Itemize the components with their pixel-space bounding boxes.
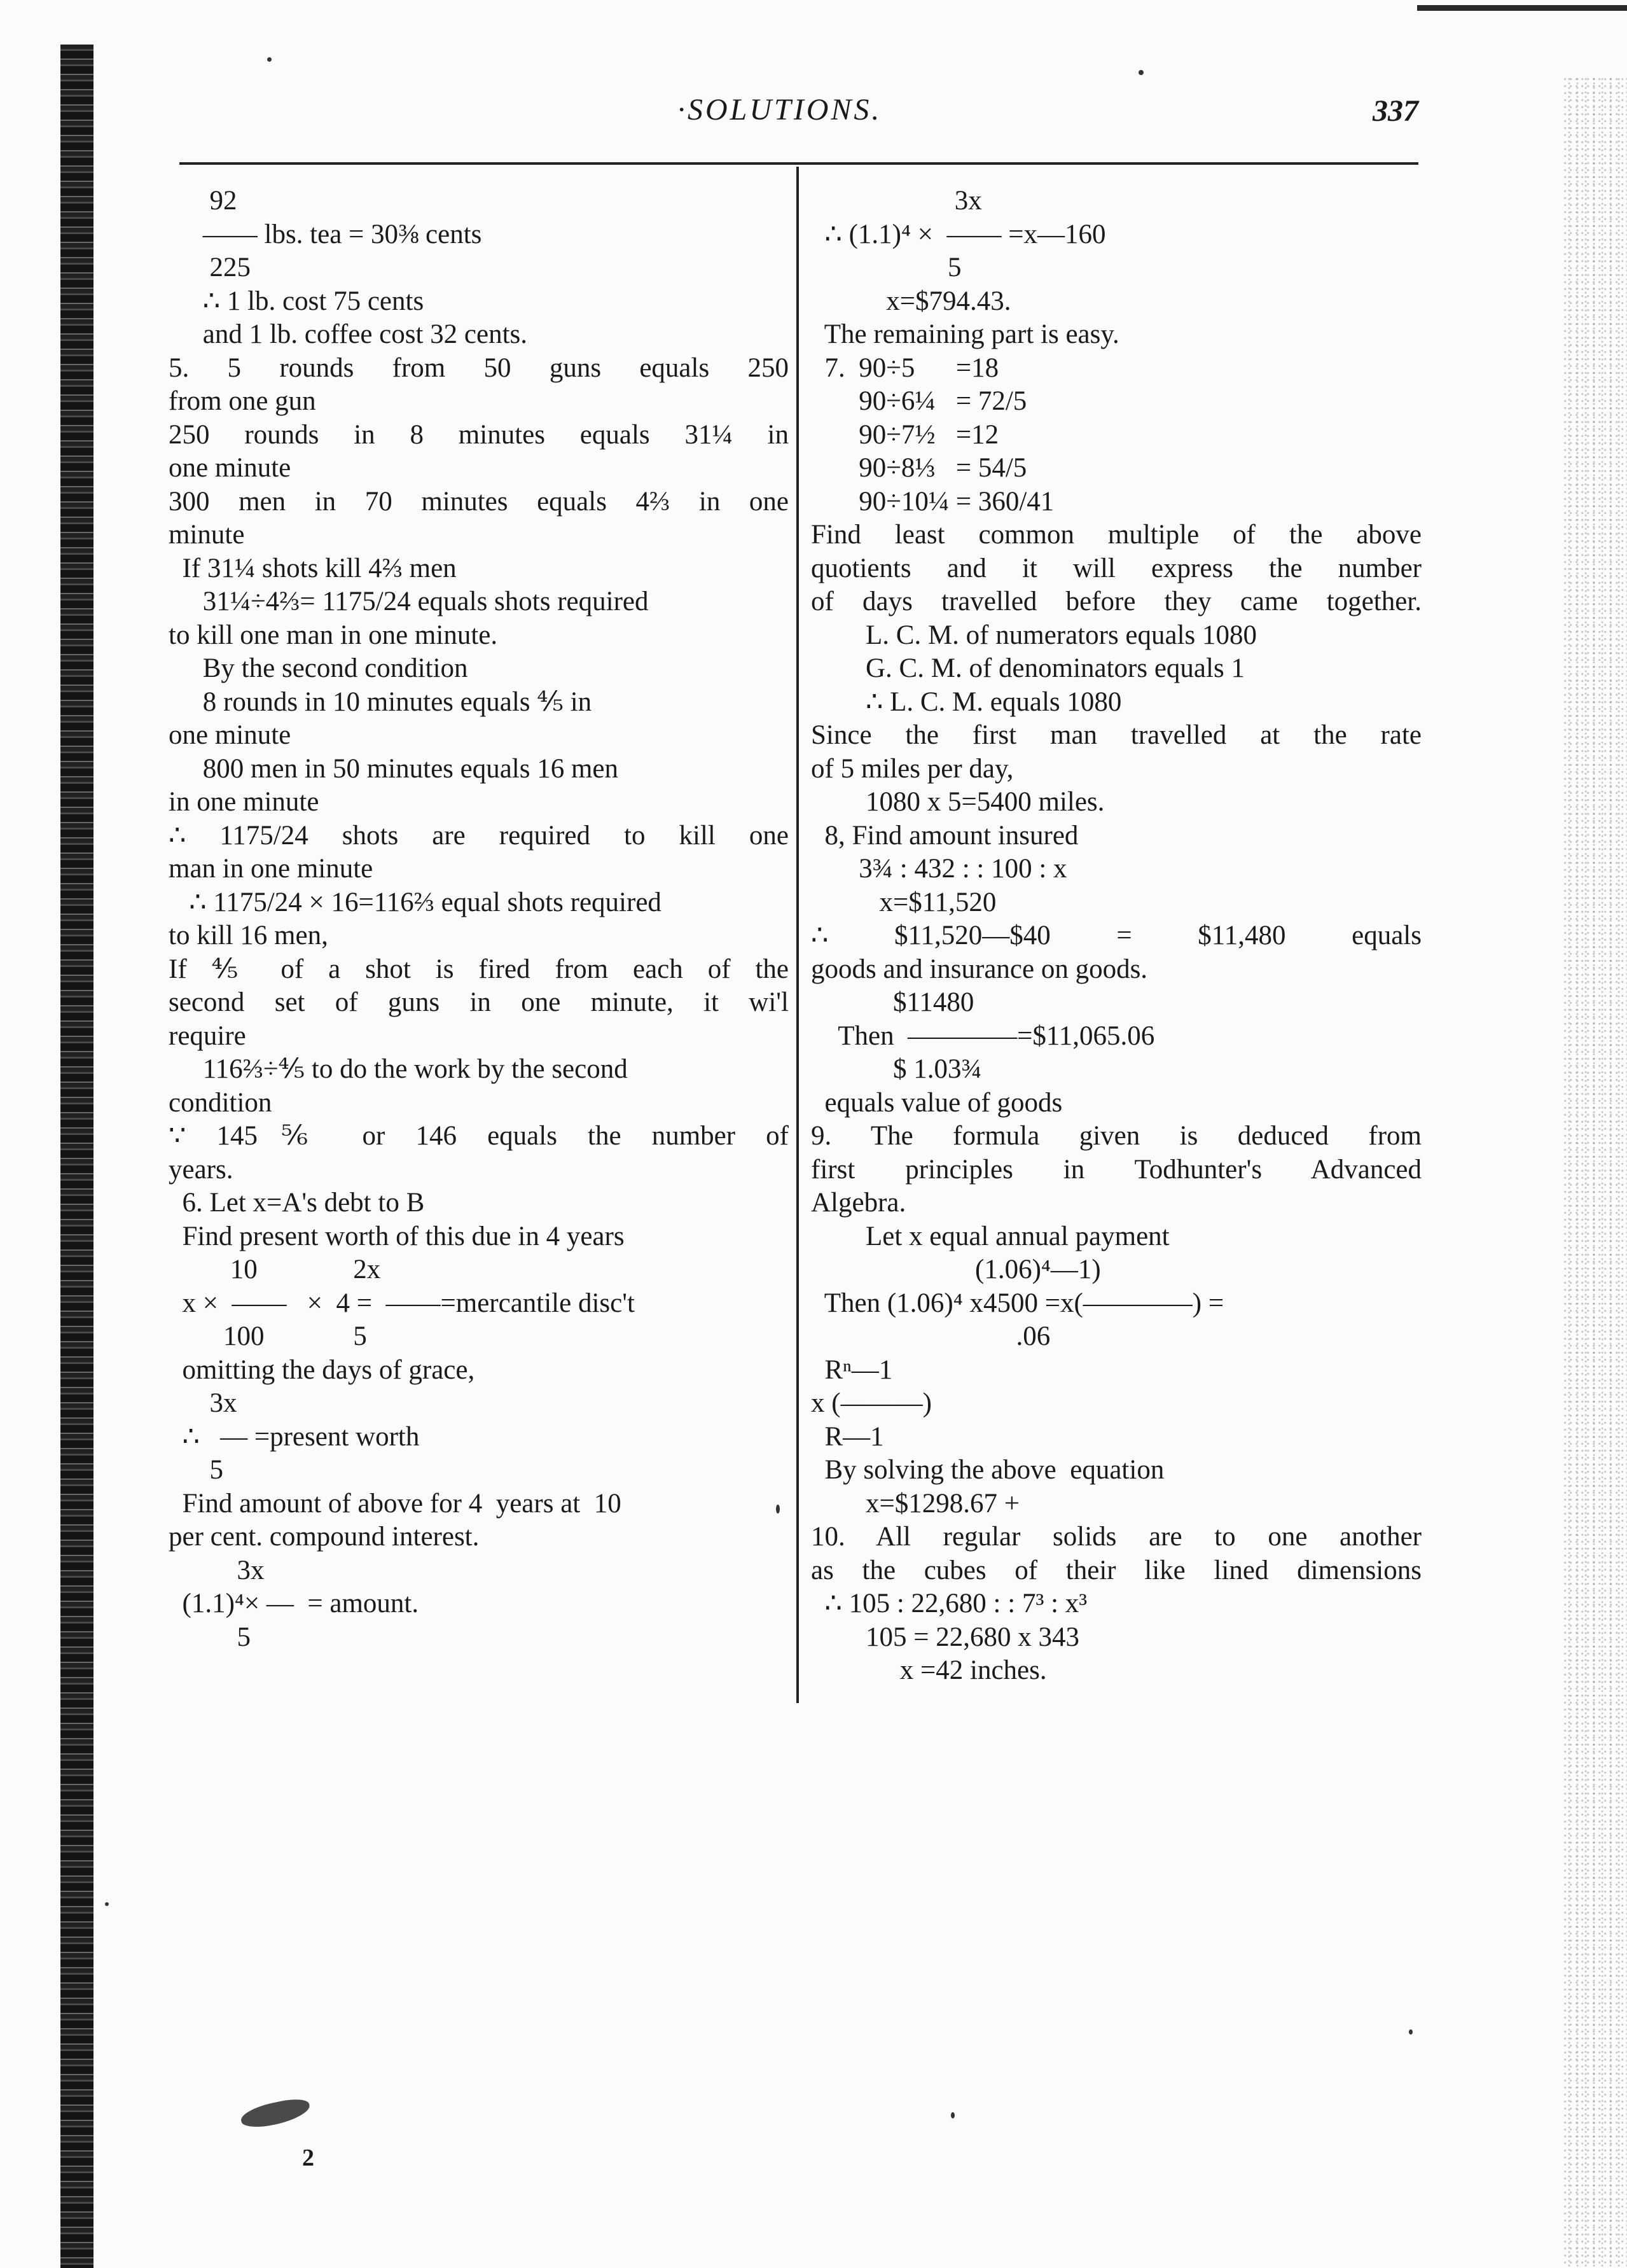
left-column-line: 6. Let x=A's debt to B	[169, 1188, 425, 1218]
right-column-line: 105 = 22,680 x 343	[811, 1622, 1080, 1652]
right-column-line: L. C. M. of numerators equals 1080	[811, 620, 1257, 650]
right-column-line: of days travelled before they came together.	[811, 587, 1422, 616]
left-column-line: and 1 lb. coffee cost 32 cents.	[169, 319, 528, 349]
right-column-line: Since the first man travelled at the rate	[811, 720, 1422, 750]
right-column-line: 3¾ : 432 : : 100 : x	[811, 854, 1067, 884]
left-column-line: man in one minute	[169, 854, 373, 884]
signature-folio: 2	[302, 2145, 314, 2171]
right-column-line: 90÷6¼ = 72/5	[811, 386, 1027, 416]
column-divider	[796, 167, 799, 1703]
left-column-line: x × —— × 4 = ——=mercantile disc't	[169, 1288, 635, 1318]
right-column-line: Then ————=$11,065.06	[811, 1020, 1155, 1051]
right-column-line: Then (1.06)⁴ x4500 =x(————) =	[811, 1288, 1224, 1318]
right-column-line: 90÷10¼ = 360/41	[811, 486, 1055, 517]
left-column-line: 10 2x	[169, 1255, 381, 1284]
right-column-line: ∴ $11,520—$40 = $11,480 equals	[811, 921, 1422, 950]
left-column-line: one minute	[169, 720, 291, 750]
left-column-line: (1.1)⁴× — = amount.	[169, 1589, 419, 1618]
ink-blot-mark	[239, 2096, 312, 2131]
left-column-line: per cent. compound interest.	[169, 1522, 480, 1552]
right-column-line: ∴ (1.1)⁴ × —— =x—160	[811, 219, 1106, 249]
left-column-line: 116⅔÷⅘ to do the work by the second	[169, 1054, 628, 1084]
left-column-line: require	[169, 1020, 246, 1051]
right-column-line: x=$794.43.	[811, 286, 1011, 316]
scan-speck	[1409, 2029, 1413, 2035]
left-column-line: 800 men in 50 minutes equals 16 men	[169, 753, 619, 784]
right-column-line: R—1	[811, 1421, 884, 1452]
left-column-line: 225	[169, 253, 251, 282]
right-column-line: x (———)	[811, 1388, 932, 1418]
right-column-line: Find least common multiple of the above	[811, 520, 1422, 550]
running-title: ·SOLUTIONS.	[677, 93, 882, 127]
right-column-line: x=$11,520	[811, 887, 997, 917]
left-column-line: minute	[169, 520, 245, 550]
right-column-line: 9. The formula given is deduced from	[811, 1121, 1422, 1151]
right-column-line: x=$1298.67 +	[811, 1488, 1020, 1519]
right-column-line: 90÷8⅓ = 54/5	[811, 453, 1027, 483]
right-column-line: Algebra.	[811, 1188, 906, 1218]
left-column-line: —— lbs. tea = 30⅜ cents	[169, 219, 482, 249]
left-column-line: Find present worth of this due in 4 years	[169, 1221, 625, 1251]
scanned-page-edge-left	[60, 45, 93, 2268]
page-header	[172, 92, 1418, 143]
right-column-line: goods and insurance on goods.	[811, 954, 1148, 984]
scan-top-edge	[1417, 5, 1627, 11]
left-column-line: 100 5	[169, 1321, 367, 1351]
left-column-line: to kill 16 men,	[169, 921, 328, 950]
right-column-line: of 5 miles per day,	[811, 753, 1014, 784]
right-column-line: Let x equal annual payment	[811, 1221, 1170, 1251]
right-column-line: quotients and it will express the number	[811, 553, 1422, 583]
left-column-line: ∵ 145⅚ or 146 equals the number of	[169, 1121, 789, 1151]
right-column-line: ∴ 105 : 22,680 : : 7³ : x³	[811, 1589, 1088, 1618]
right-column-line: The remaining part is easy.	[811, 319, 1119, 349]
left-column-line: in one minute	[169, 787, 319, 817]
left-column-line: from one gun	[169, 386, 316, 416]
scan-speck	[776, 1505, 780, 1513]
scan-speck	[267, 57, 272, 62]
scanned-page-edge-right	[1563, 76, 1627, 2268]
right-column-line: as the cubes of their like lined dimensions	[811, 1555, 1422, 1585]
left-column-line: ∴ 1 lb. cost 75 cents	[169, 286, 424, 316]
left-column-line: Find amount of above for 4 years at 10	[169, 1488, 621, 1519]
scan-speck	[951, 2112, 955, 2118]
right-column-line: 3x	[811, 186, 982, 216]
right-column-line: x =42 inches.	[811, 1655, 1047, 1685]
left-column-line: 5	[169, 1622, 251, 1652]
right-column-line: G. C. M. of denominators equals 1	[811, 653, 1245, 683]
right-column-line: 10. All regular solids are to one another	[811, 1522, 1422, 1552]
right-column-line: (1.06)⁴—1)	[811, 1255, 1101, 1284]
left-column-line: 3x	[169, 1388, 237, 1418]
scan-speck	[105, 1902, 109, 1906]
right-column-line: 7. 90÷5 =18	[811, 352, 999, 383]
left-column-line: condition	[169, 1087, 272, 1118]
left-column-line: 3x	[169, 1555, 265, 1585]
scan-speck	[1139, 70, 1144, 75]
right-column-line: $11480	[811, 987, 974, 1017]
left-column-line: 92	[169, 186, 237, 216]
left-column-line: 8 rounds in 10 minutes equals ⅘ in	[169, 686, 592, 717]
right-column	[811, 184, 1422, 1688]
right-column-line: 90÷7½ =12	[811, 419, 999, 450]
left-column-line: If 31¼ shots kill 4⅔ men	[169, 553, 457, 583]
right-column-line: .06	[811, 1321, 1051, 1351]
left-column-line: 5. 5 rounds from 50 guns equals 250	[169, 352, 789, 383]
right-column-line: By solving the above equation	[811, 1455, 1165, 1485]
right-column-line: $ 1.03¾	[811, 1054, 982, 1084]
right-column-line: equals value of goods	[811, 1087, 1063, 1118]
right-column-line: Rⁿ—1	[811, 1354, 893, 1385]
right-column-line: 1080 x 5=5400 miles.	[811, 787, 1105, 817]
left-column-line: omitting the days of grace,	[169, 1354, 475, 1385]
header-rule	[179, 162, 1418, 165]
left-column-line: By the second condition	[169, 653, 468, 683]
right-column-line: 8, Find amount insured	[811, 820, 1079, 851]
left-column-line: to kill one man in one minute.	[169, 620, 498, 650]
left-column-line: 31¼÷4⅔= 1175/24 equals shots required	[169, 587, 649, 616]
left-column-line: second set of guns in one minute, it wi'l	[169, 987, 789, 1017]
right-column-line: first principles in Todhunter's Advanced	[811, 1154, 1422, 1185]
right-column-line: ∴ L. C. M. equals 1080	[811, 686, 1122, 717]
left-column-line: If ⅘ of a shot is fired from each of the	[169, 954, 789, 984]
left-column-line: ∴ 1175/24 × 16=116⅔ equal shots required	[169, 887, 661, 917]
left-column	[169, 184, 789, 1654]
left-column-line: one minute	[169, 453, 291, 483]
left-column-line: ∴ 1175/24 shots are required to kill one	[169, 820, 789, 851]
right-column-line: 5	[811, 253, 962, 282]
left-column-line: years.	[169, 1154, 233, 1185]
left-column-line: 5	[169, 1455, 223, 1485]
left-column-line: ∴ — =present worth	[169, 1421, 420, 1452]
left-column-line: 300 men in 70 minutes equals 4⅔ in one	[169, 486, 789, 517]
left-column-line: 250 rounds in 8 minutes equals 31¼ in	[169, 419, 789, 450]
page-number: 337	[1373, 94, 1418, 128]
